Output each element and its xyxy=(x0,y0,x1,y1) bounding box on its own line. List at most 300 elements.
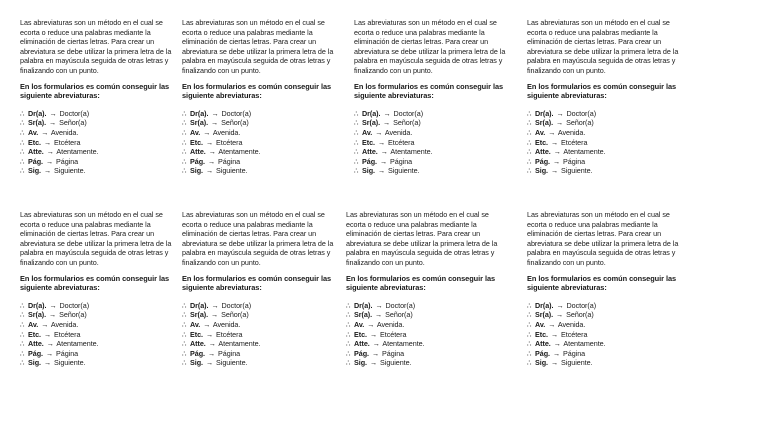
abbreviation-term: Atte. xyxy=(535,339,551,349)
abbreviation-term: Dr(a). xyxy=(535,108,554,118)
therefore-bullet-icon: ∴ xyxy=(182,319,187,329)
abbreviation-term: Etc. xyxy=(190,137,203,147)
abbreviation-meaning: Señor(a) xyxy=(385,310,413,320)
abbreviation-card xyxy=(182,210,342,368)
arrow-right-icon: → xyxy=(46,147,54,157)
arrow-right-icon: → xyxy=(383,108,391,118)
abbreviation-term: Pág. xyxy=(190,348,205,358)
abbreviation-item xyxy=(527,138,687,148)
therefore-bullet-icon: ∴ xyxy=(346,300,351,310)
arrow-right-icon: → xyxy=(49,108,57,118)
abbreviation-meaning: Avenida. xyxy=(212,127,241,137)
arrow-right-icon: → xyxy=(379,156,388,166)
abbreviation-term: Sig. xyxy=(535,166,548,176)
abbreviation-item xyxy=(527,349,687,359)
abbreviation-term: Pág. xyxy=(535,156,550,166)
therefore-bullet-icon: ∴ xyxy=(20,118,25,128)
arrow-right-icon: → xyxy=(203,127,211,137)
abbreviation-term: Atte. xyxy=(190,339,206,349)
abbreviation-item xyxy=(527,166,687,176)
abbreviation-term: Av. xyxy=(190,127,201,137)
arrow-right-icon: → xyxy=(49,118,57,128)
arrow-right-icon: → xyxy=(550,137,559,147)
abbreviation-meaning: Atentamente. xyxy=(218,147,261,157)
abbreviation-term: Av. xyxy=(28,127,39,137)
abbreviation-term: Atte. xyxy=(354,339,370,349)
therefore-bullet-icon: ∴ xyxy=(346,348,351,358)
abbreviation-item xyxy=(20,166,180,176)
therefore-bullet-icon: ∴ xyxy=(527,300,532,310)
arrow-right-icon: → xyxy=(372,339,380,349)
abbreviation-item xyxy=(20,339,180,349)
abbreviation-meaning: Atentamente. xyxy=(56,339,99,349)
abbreviation-item xyxy=(527,157,687,167)
arrow-right-icon: → xyxy=(43,329,52,339)
abbreviation-term: Sr(a). xyxy=(28,118,47,128)
abbreviation-item xyxy=(20,320,180,330)
therefore-bullet-icon: ∴ xyxy=(182,108,187,118)
therefore-bullet-icon: ∴ xyxy=(527,348,532,358)
therefore-bullet-icon: ∴ xyxy=(182,300,187,310)
arrow-right-icon: → xyxy=(45,156,54,166)
therefore-bullet-icon: ∴ xyxy=(182,348,187,358)
arrow-right-icon: → xyxy=(553,339,561,349)
arrow-right-icon: → xyxy=(383,118,391,128)
abbreviation-term: Sig. xyxy=(190,166,203,176)
abbreviation-meaning: Siguiente. xyxy=(561,358,593,368)
abbreviation-term: Pág. xyxy=(362,156,377,166)
abbreviation-item xyxy=(182,128,342,138)
abbreviation-list xyxy=(182,109,342,176)
therefore-bullet-icon: ∴ xyxy=(346,358,351,368)
intro-paragraph: Las abreviaturas son un método en el cual se ecorta o reduce una palabras mediante la eliminación de ciertas letras. Para crear un abreviatura se debe utilizar la primera letra de la palabra en mayúscula seguida de otras letras y finalizando con un punto. xyxy=(20,18,172,75)
abbreviation-term: Sr(a). xyxy=(190,310,209,320)
abbreviation-meaning: Página xyxy=(218,156,241,166)
abbreviation-meaning: Avenida. xyxy=(376,319,405,329)
abbreviation-meaning: Doctor(a) xyxy=(385,300,416,310)
abbreviation-meaning: Señor(a) xyxy=(221,118,249,128)
intro-paragraph: Las abreviaturas son un método en el cual se ecorta o reduce una palabras mediante la eliminación de ciertas letras. Para crear un abreviatura se debe utilizar la primera letra de la palabra en mayúscula seguida de otras letras y finalizando con un punto. xyxy=(182,210,334,267)
abbreviation-card xyxy=(354,18,514,176)
arrow-right-icon: → xyxy=(550,329,559,339)
abbreviation-meaning: Doctor(a) xyxy=(566,300,597,310)
abbreviation-item xyxy=(354,118,514,128)
therefore-bullet-icon: ∴ xyxy=(527,166,532,176)
abbreviation-meaning: Doctor(a) xyxy=(393,108,424,118)
abbreviation-meaning: Doctor(a) xyxy=(566,108,597,118)
therefore-bullet-icon: ∴ xyxy=(346,319,351,329)
arrow-right-icon: → xyxy=(550,166,559,176)
abbreviation-item xyxy=(346,330,506,340)
therefore-bullet-icon: ∴ xyxy=(20,329,25,339)
abbreviation-meaning: Página xyxy=(563,348,586,358)
abbreviation-meaning: Página xyxy=(563,156,586,166)
therefore-bullet-icon: ∴ xyxy=(20,348,25,358)
arrow-right-icon: → xyxy=(556,108,564,118)
abbreviation-term: Etc. xyxy=(190,329,203,339)
arrow-right-icon: → xyxy=(380,147,388,157)
therefore-bullet-icon: ∴ xyxy=(182,329,187,339)
therefore-bullet-icon: ∴ xyxy=(346,339,351,349)
therefore-bullet-icon: ∴ xyxy=(182,147,187,157)
abbreviation-term: Sig. xyxy=(354,358,367,368)
abbreviation-term: Sr(a). xyxy=(354,310,373,320)
abbreviation-term: Atte. xyxy=(362,147,378,157)
arrow-right-icon: → xyxy=(205,137,214,147)
therefore-bullet-icon: ∴ xyxy=(527,329,532,339)
arrow-right-icon: → xyxy=(49,300,57,310)
abbreviation-meaning: Siguiente. xyxy=(54,358,86,368)
abbreviation-meaning: Atentamente. xyxy=(563,147,606,157)
abbreviation-term: Av. xyxy=(535,127,546,137)
abbreviation-card xyxy=(20,18,180,176)
abbreviation-item xyxy=(527,128,687,138)
abbreviation-term: Atte. xyxy=(28,147,44,157)
abbreviation-term: Av. xyxy=(28,319,39,329)
abbreviation-list xyxy=(346,301,506,368)
abbreviation-list xyxy=(527,109,687,176)
intro-paragraph: Las abreviaturas son un método en el cual se ecorta o reduce una palabras mediante la eliminación de ciertas letras. Para crear un abreviatura se debe utilizar la primera letra de la palabra en mayúscula seguida de otras letras y finalizando con un punto. xyxy=(20,210,172,267)
abbreviation-item xyxy=(527,310,687,320)
abbreviation-term: Av. xyxy=(362,127,373,137)
abbreviation-term: Dr(a). xyxy=(362,108,381,118)
abbreviation-term: Etc. xyxy=(28,137,41,147)
arrow-right-icon: → xyxy=(375,310,383,320)
arrow-right-icon: → xyxy=(375,127,383,137)
abbreviation-term: Sig. xyxy=(28,166,41,176)
abbreviation-item xyxy=(20,301,180,311)
abbreviation-meaning: Avenida. xyxy=(212,319,241,329)
abbreviation-meaning: Avenida. xyxy=(50,319,79,329)
abbreviation-item xyxy=(182,320,342,330)
abbreviation-meaning: Siguiente. xyxy=(388,166,420,176)
section-heading: En los formularios es común conseguir las siguiente abreviaturas: xyxy=(182,81,332,101)
abbreviation-term: Pág. xyxy=(28,156,43,166)
arrow-right-icon: → xyxy=(205,358,214,368)
abbreviation-term: Sr(a). xyxy=(190,118,209,128)
abbreviation-term: Sig. xyxy=(28,358,41,368)
abbreviation-meaning: Avenida. xyxy=(557,127,586,137)
abbreviation-meaning: Página xyxy=(218,348,241,358)
abbreviation-term: Sig. xyxy=(190,358,203,368)
abbreviation-item xyxy=(20,157,180,167)
abbreviation-item xyxy=(20,330,180,340)
abbreviation-item xyxy=(182,310,342,320)
therefore-bullet-icon: ∴ xyxy=(354,108,359,118)
abbreviation-item xyxy=(182,157,342,167)
abbreviation-meaning: Señor(a) xyxy=(393,118,421,128)
abbreviation-item xyxy=(20,358,180,368)
abbreviation-item xyxy=(182,330,342,340)
abbreviation-item xyxy=(182,339,342,349)
arrow-right-icon: → xyxy=(556,300,564,310)
abbreviation-meaning: Etcétera xyxy=(561,137,588,147)
abbreviation-term: Dr(a). xyxy=(190,300,209,310)
therefore-bullet-icon: ∴ xyxy=(20,319,25,329)
therefore-bullet-icon: ∴ xyxy=(527,156,532,166)
therefore-bullet-icon: ∴ xyxy=(20,127,25,137)
abbreviation-item xyxy=(182,138,342,148)
arrow-right-icon: → xyxy=(553,147,561,157)
abbreviation-item xyxy=(346,349,506,359)
abbreviation-meaning: Señor(a) xyxy=(59,118,87,128)
abbreviation-term: Etc. xyxy=(535,329,548,339)
abbreviation-meaning: Etcétera xyxy=(54,329,81,339)
abbreviation-item xyxy=(527,109,687,119)
therefore-bullet-icon: ∴ xyxy=(354,137,359,147)
abbreviation-card xyxy=(527,210,687,368)
abbreviation-term: Sr(a). xyxy=(535,310,554,320)
arrow-right-icon: → xyxy=(43,166,52,176)
abbreviation-item xyxy=(346,320,506,330)
abbreviation-card xyxy=(182,18,342,176)
therefore-bullet-icon: ∴ xyxy=(20,358,25,368)
abbreviation-meaning: Página xyxy=(382,348,405,358)
abbreviation-term: Av. xyxy=(190,319,201,329)
abbreviation-meaning: Señor(a) xyxy=(566,310,594,320)
abbreviation-meaning: Atentamente. xyxy=(218,339,261,349)
abbreviation-term: Etc. xyxy=(535,137,548,147)
abbreviation-meaning: Avenida. xyxy=(50,127,79,137)
therefore-bullet-icon: ∴ xyxy=(182,166,187,176)
therefore-bullet-icon: ∴ xyxy=(20,300,25,310)
abbreviation-item xyxy=(354,109,514,119)
arrow-right-icon: → xyxy=(208,147,216,157)
abbreviation-item xyxy=(20,349,180,359)
arrow-right-icon: → xyxy=(369,358,378,368)
therefore-bullet-icon: ∴ xyxy=(182,127,187,137)
therefore-bullet-icon: ∴ xyxy=(182,339,187,349)
section-heading: En los formularios es común conseguir las siguiente abreviaturas: xyxy=(527,273,677,293)
abbreviation-term: Dr(a). xyxy=(28,300,47,310)
abbreviation-item xyxy=(354,128,514,138)
abbreviation-meaning: Doctor(a) xyxy=(221,300,252,310)
abbreviation-card xyxy=(527,18,687,176)
abbreviation-meaning: Página xyxy=(390,156,413,166)
abbreviation-meaning: Señor(a) xyxy=(221,310,249,320)
therefore-bullet-icon: ∴ xyxy=(527,108,532,118)
intro-paragraph: Las abreviaturas son un método en el cual se ecorta o reduce una palabras mediante la eliminación de ciertas letras. Para crear un abreviatura se debe utilizar la primera letra de la palabra en mayúscula seguida de otras letras y finalizando con un punto. xyxy=(527,210,679,267)
therefore-bullet-icon: ∴ xyxy=(527,339,532,349)
abbreviation-meaning: Página xyxy=(56,156,79,166)
abbreviation-item xyxy=(182,301,342,311)
therefore-bullet-icon: ∴ xyxy=(182,156,187,166)
arrow-right-icon: → xyxy=(203,319,211,329)
arrow-right-icon: → xyxy=(207,348,216,358)
abbreviation-item xyxy=(20,138,180,148)
therefore-bullet-icon: ∴ xyxy=(20,108,25,118)
abbreviation-list xyxy=(354,109,514,176)
abbreviation-term: Pág. xyxy=(535,348,550,358)
therefore-bullet-icon: ∴ xyxy=(354,118,359,128)
arrow-right-icon: → xyxy=(369,329,378,339)
abbreviation-term: Dr(a). xyxy=(28,108,47,118)
abbreviation-item xyxy=(346,358,506,368)
abbreviation-item xyxy=(182,349,342,359)
abbreviation-item xyxy=(354,138,514,148)
abbreviation-meaning: Atentamente. xyxy=(56,147,99,157)
section-heading: En los formularios es común conseguir las siguiente abreviaturas: xyxy=(20,273,170,293)
section-heading: En los formularios es común conseguir las siguiente abreviaturas: xyxy=(346,273,496,293)
abbreviation-term: Etc. xyxy=(362,137,375,147)
abbreviation-term: Dr(a). xyxy=(535,300,554,310)
abbreviation-meaning: Señor(a) xyxy=(59,310,87,320)
abbreviation-meaning: Doctor(a) xyxy=(59,300,90,310)
arrow-right-icon: → xyxy=(377,166,386,176)
intro-paragraph: Las abreviaturas son un método en el cual se ecorta o reduce una palabras mediante la eliminación de ciertas letras. Para crear un abreviatura se debe utilizar la primera letra de la palabra en mayúscula seguida de otras letras y finalizando con un punto. xyxy=(346,210,498,267)
therefore-bullet-icon: ∴ xyxy=(527,147,532,157)
section-heading: En los formularios es común conseguir las siguiente abreviaturas: xyxy=(20,81,170,101)
abbreviation-meaning: Atentamente. xyxy=(563,339,606,349)
abbreviation-item xyxy=(182,358,342,368)
therefore-bullet-icon: ∴ xyxy=(182,358,187,368)
abbreviation-item xyxy=(527,320,687,330)
abbreviation-item xyxy=(346,339,506,349)
abbreviation-meaning: Etcétera xyxy=(380,329,407,339)
therefore-bullet-icon: ∴ xyxy=(527,310,532,320)
arrow-right-icon: → xyxy=(41,319,49,329)
arrow-right-icon: → xyxy=(211,310,219,320)
section-heading: En los formularios es común conseguir las siguiente abreviaturas: xyxy=(527,81,677,101)
arrow-right-icon: → xyxy=(211,300,219,310)
abbreviation-term: Sig. xyxy=(362,166,375,176)
abbreviation-item xyxy=(182,166,342,176)
abbreviation-meaning: Siguiente. xyxy=(54,166,86,176)
arrow-right-icon: → xyxy=(211,108,219,118)
abbreviation-term: Etc. xyxy=(28,329,41,339)
arrow-right-icon: → xyxy=(45,348,54,358)
abbreviation-meaning: Siguiente. xyxy=(561,166,593,176)
abbreviation-meaning: Avenida. xyxy=(557,319,586,329)
intro-paragraph: Las abreviaturas son un método en el cual se ecorta o reduce una palabras mediante la eliminación de ciertas letras. Para crear un abreviatura se debe utilizar la primera letra de la palabra en mayúscula seguida de otras letras y finalizando con un punto. xyxy=(527,18,679,75)
therefore-bullet-icon: ∴ xyxy=(527,118,532,128)
abbreviation-item xyxy=(20,310,180,320)
abbreviation-item xyxy=(354,166,514,176)
arrow-right-icon: → xyxy=(548,319,556,329)
arrow-right-icon: → xyxy=(43,358,52,368)
arrow-right-icon: → xyxy=(205,329,214,339)
abbreviation-term: Atte. xyxy=(28,339,44,349)
therefore-bullet-icon: ∴ xyxy=(182,118,187,128)
abbreviation-meaning: Etcétera xyxy=(388,137,415,147)
abbreviation-meaning: Etcétera xyxy=(54,137,81,147)
therefore-bullet-icon: ∴ xyxy=(527,358,532,368)
abbreviation-term: Sr(a). xyxy=(535,118,554,128)
therefore-bullet-icon: ∴ xyxy=(527,137,532,147)
abbreviation-meaning: Avenida. xyxy=(384,127,413,137)
abbreviation-term: Pág. xyxy=(28,348,43,358)
arrow-right-icon: → xyxy=(548,127,556,137)
arrow-right-icon: → xyxy=(556,118,564,128)
abbreviation-meaning: Doctor(a) xyxy=(221,108,252,118)
therefore-bullet-icon: ∴ xyxy=(182,310,187,320)
arrow-right-icon: → xyxy=(552,156,561,166)
abbreviation-meaning: Doctor(a) xyxy=(59,108,90,118)
abbreviation-item xyxy=(182,147,342,157)
abbreviation-meaning: Etcétera xyxy=(216,137,243,147)
abbreviation-term: Atte. xyxy=(190,147,206,157)
arrow-right-icon: → xyxy=(552,348,561,358)
abbreviation-item xyxy=(20,118,180,128)
abbreviation-term: Pág. xyxy=(354,348,369,358)
arrow-right-icon: → xyxy=(208,339,216,349)
abbreviation-list xyxy=(182,301,342,368)
abbreviation-meaning: Etcétera xyxy=(216,329,243,339)
therefore-bullet-icon: ∴ xyxy=(354,166,359,176)
abbreviation-term: Sig. xyxy=(535,358,548,368)
abbreviation-term: Dr(a). xyxy=(354,300,373,310)
abbreviation-item xyxy=(527,118,687,128)
therefore-bullet-icon: ∴ xyxy=(20,310,25,320)
abbreviation-meaning: Atentamente. xyxy=(390,147,433,157)
abbreviation-item xyxy=(527,147,687,157)
section-heading: En los formularios es común conseguir las siguiente abreviaturas: xyxy=(354,81,504,101)
arrow-right-icon: → xyxy=(371,348,380,358)
abbreviation-card xyxy=(20,210,180,368)
abbreviation-meaning: Señor(a) xyxy=(566,118,594,128)
abbreviation-item xyxy=(182,109,342,119)
abbreviation-item xyxy=(346,310,506,320)
arrow-right-icon: → xyxy=(556,310,564,320)
abbreviation-item xyxy=(354,147,514,157)
intro-paragraph: Las abreviaturas son un método en el cual se ecorta o reduce una palabras mediante la eliminación de ciertas letras. Para crear un abreviatura se debe utilizar la primera letra de la palabra en mayúscula seguida de otras letras y finalizando con un punto. xyxy=(182,18,334,75)
abbreviation-item xyxy=(527,358,687,368)
abbreviation-term: Etc. xyxy=(354,329,367,339)
therefore-bullet-icon: ∴ xyxy=(20,147,25,157)
abbreviation-item xyxy=(527,301,687,311)
abbreviation-term: Av. xyxy=(354,319,365,329)
therefore-bullet-icon: ∴ xyxy=(182,137,187,147)
therefore-bullet-icon: ∴ xyxy=(527,319,532,329)
abbreviation-meaning: Página xyxy=(56,348,79,358)
abbreviation-item xyxy=(527,330,687,340)
arrow-right-icon: → xyxy=(550,358,559,368)
therefore-bullet-icon: ∴ xyxy=(20,166,25,176)
abbreviation-meaning: Atentamente. xyxy=(382,339,425,349)
abbreviation-list xyxy=(527,301,687,368)
section-heading: En los formularios es común conseguir las siguiente abreviaturas: xyxy=(182,273,332,293)
abbreviation-term: Pág. xyxy=(190,156,205,166)
therefore-bullet-icon: ∴ xyxy=(354,127,359,137)
arrow-right-icon: → xyxy=(49,310,57,320)
arrow-right-icon: → xyxy=(375,300,383,310)
intro-paragraph: Las abreviaturas son un método en el cual se ecorta o reduce una palabras mediante la eliminación de ciertas letras. Para crear un abreviatura se debe utilizar la primera letra de la palabra en mayúscula seguida de otras letras y finalizando con un punto. xyxy=(354,18,506,75)
abbreviation-meaning: Siguiente. xyxy=(216,358,248,368)
arrow-right-icon: → xyxy=(367,319,375,329)
abbreviation-meaning: Etcétera xyxy=(561,329,588,339)
abbreviation-term: Dr(a). xyxy=(190,108,209,118)
abbreviation-term: Sr(a). xyxy=(28,310,47,320)
abbreviation-item xyxy=(346,301,506,311)
therefore-bullet-icon: ∴ xyxy=(354,147,359,157)
therefore-bullet-icon: ∴ xyxy=(354,156,359,166)
abbreviation-list xyxy=(20,109,180,176)
therefore-bullet-icon: ∴ xyxy=(346,329,351,339)
arrow-right-icon: → xyxy=(46,339,54,349)
arrow-right-icon: → xyxy=(207,156,216,166)
arrow-right-icon: → xyxy=(205,166,214,176)
arrow-right-icon: → xyxy=(43,137,52,147)
abbreviation-item xyxy=(354,157,514,167)
abbreviation-meaning: Siguiente. xyxy=(216,166,248,176)
abbreviation-list xyxy=(20,301,180,368)
therefore-bullet-icon: ∴ xyxy=(527,127,532,137)
abbreviation-meaning: Siguiente. xyxy=(380,358,412,368)
abbreviation-item xyxy=(527,339,687,349)
abbreviation-item xyxy=(182,118,342,128)
arrow-right-icon: → xyxy=(211,118,219,128)
abbreviation-term: Atte. xyxy=(535,147,551,157)
